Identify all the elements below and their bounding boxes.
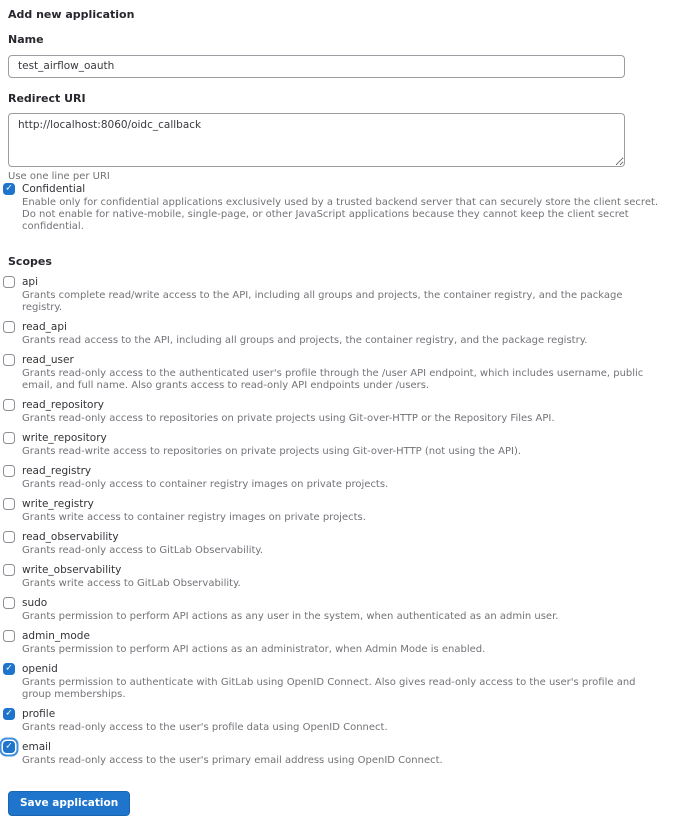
scope-row-openid — [8, 663, 684, 701]
scope-admin-mode-checkbox[interactable] — [3, 630, 15, 642]
scope-write-observability-label[interactable]: write_observability — [22, 563, 122, 576]
scope-read-user-description: Grants read-only access to the authenticated user's profile through the /user API endpoint, which includes username, public email, and full name. Also grants access to read-only API endpoints under /users. — [22, 367, 644, 391]
name-label: Name — [8, 33, 44, 46]
scope-email-checkbox[interactable] — [3, 741, 15, 753]
scope-profile-label[interactable]: profile — [22, 707, 56, 720]
page-title: Add new application — [8, 8, 135, 21]
scope-read-user-checkbox[interactable] — [3, 354, 15, 366]
scope-read-repository-checkbox[interactable] — [3, 399, 15, 411]
scope-profile-checkbox[interactable] — [3, 708, 15, 720]
scope-write-registry-label[interactable]: write_registry — [22, 497, 94, 510]
scope-row-write-observability — [8, 564, 684, 590]
scope-row-write-registry — [8, 498, 684, 524]
scope-read-registry-description: Grants read-only access to container registry images on private projects. — [22, 478, 389, 490]
scope-read-registry-label[interactable]: read_registry — [22, 464, 92, 477]
scope-row-read-user — [8, 354, 684, 392]
scope-openid-description: Grants permission to authenticate with GitLab using OpenID Connect. Also gives read-only access to the user's profile and group memberships. — [22, 676, 636, 700]
scope-api-description: Grants complete read/write access to the API, including all groups and projects, the container registry, and the package registry. — [22, 289, 623, 313]
scope-write-registry-checkbox[interactable] — [3, 498, 15, 510]
scope-read-observability-label[interactable]: read_observability — [22, 530, 119, 543]
scope-read-observability-description: Grants read-only access to GitLab Observability. — [22, 544, 264, 556]
scope-write-observability-description: Grants write access to GitLab Observability. — [22, 577, 241, 589]
redirect-uri-textarea[interactable] — [8, 113, 625, 167]
scope-row-read-api — [8, 321, 684, 347]
scope-sudo-description: Grants permission to perform API actions as any user in the system, when authenticated as an admin user. — [22, 610, 559, 622]
scope-email-description: Grants read-only access to the user's primary email address using OpenID Connect. — [22, 754, 443, 766]
scope-profile-description: Grants read-only access to the user's profile data using OpenID Connect. — [22, 721, 388, 733]
scope-read-repository-description: Grants read-only access to repositories on private projects using Git-over-HTTP or the Repository Files API. — [22, 412, 555, 424]
scope-read-repository-label[interactable]: read_repository — [22, 398, 104, 411]
confidential-checkbox[interactable] — [3, 183, 15, 195]
save-application-button[interactable]: Save application — [8, 791, 130, 816]
scope-read-api-checkbox[interactable] — [3, 321, 15, 333]
scope-row-read-registry — [8, 465, 684, 491]
redirect-uri-label: Redirect URI — [8, 91, 86, 105]
scope-row-read-observability — [8, 531, 684, 557]
confidential-description: Enable only for confidential applications exclusively used by a trusted backend server that can securely store the client secret. Do not enable for native-mobile, single-page, or other JavaScript applications because they cannot keep the client secret confidential. — [22, 196, 659, 232]
scope-api-label[interactable]: api — [22, 275, 39, 288]
scope-write-repository-label[interactable]: write_repository — [22, 431, 107, 444]
confidential-block — [8, 183, 684, 233]
scope-write-observability-checkbox[interactable] — [3, 564, 15, 576]
scope-openid-label[interactable]: openid — [22, 662, 58, 675]
scope-write-registry-description: Grants write access to container registry images on private projects. — [22, 511, 366, 523]
scopes-heading: Scopes — [8, 254, 52, 268]
confidential-label[interactable]: Confidential — [22, 182, 86, 195]
scope-openid-checkbox[interactable] — [3, 663, 15, 675]
scope-row-sudo — [8, 597, 684, 623]
redirect-uri-help: Use one line per URI — [8, 170, 110, 182]
scope-row-admin-mode — [8, 630, 684, 656]
name-input[interactable] — [8, 55, 625, 78]
scope-read-api-description: Grants read access to the API, including all groups and projects, the container registry, and the package registry. — [22, 334, 588, 346]
scope-read-registry-checkbox[interactable] — [3, 465, 15, 477]
scope-row-write-repository — [8, 432, 684, 458]
scope-admin-mode-label[interactable]: admin_mode — [22, 629, 90, 642]
scope-read-user-label[interactable]: read_user — [22, 353, 74, 366]
scope-read-observability-checkbox[interactable] — [3, 531, 15, 543]
scope-api-checkbox[interactable] — [3, 276, 15, 288]
scope-write-repository-description: Grants read-write access to repositories on private projects using Git-over-HTTP (not using the API). — [22, 445, 522, 457]
scope-sudo-checkbox[interactable] — [3, 597, 15, 609]
scope-sudo-label[interactable]: sudo — [22, 596, 48, 609]
scope-read-api-label[interactable]: read_api — [22, 320, 67, 333]
scope-admin-mode-description: Grants permission to perform API actions as an administrator, when Admin Mode is enabled. — [22, 643, 486, 655]
scope-row-profile — [8, 708, 684, 734]
scope-row-api — [8, 276, 684, 314]
scope-row-read-repository — [8, 399, 684, 425]
scope-write-repository-checkbox[interactable] — [3, 432, 15, 444]
scope-email-label[interactable]: email — [22, 740, 51, 753]
scope-row-email — [8, 741, 684, 767]
